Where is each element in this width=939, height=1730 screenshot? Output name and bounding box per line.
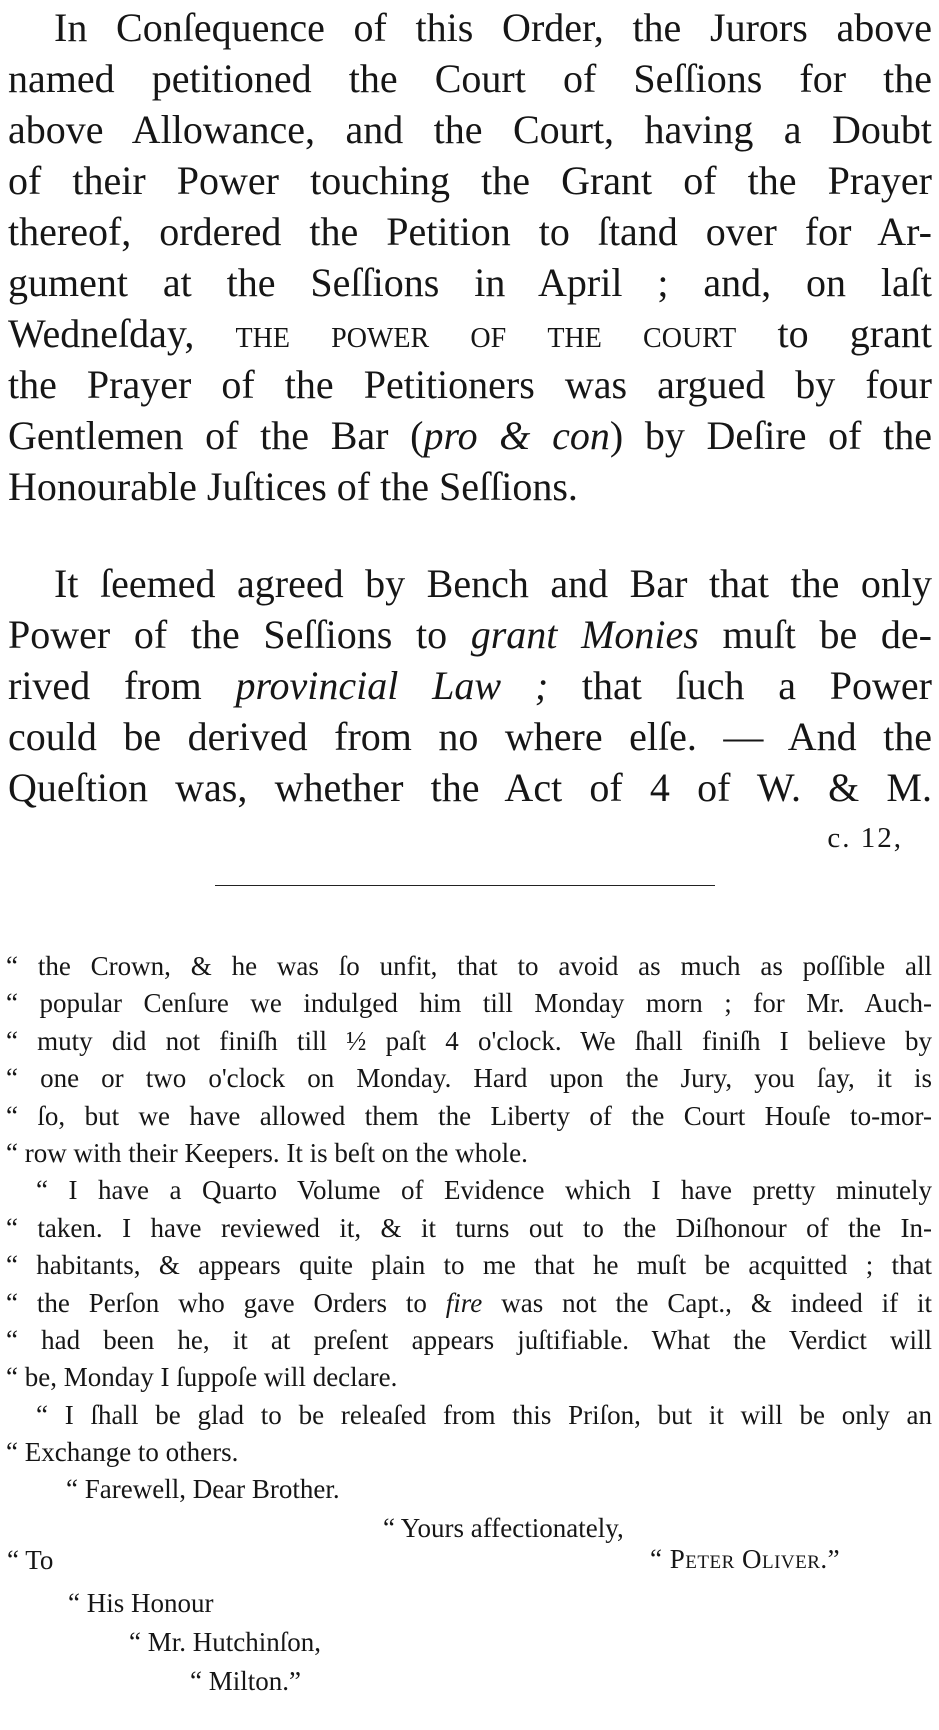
text-line: of their Power touching the Grant of the Prayer (8, 158, 932, 203)
text-line: the Prayer of the Petitioners was argued by four (8, 362, 932, 407)
signature: “ Peter Oliver.” (650, 1544, 841, 1574)
paragraph-1 (8, 2, 932, 512)
text-line (8, 609, 932, 660)
footnote-divider (215, 885, 715, 886)
italic-run: fire (445, 1287, 483, 1318)
italic-run: provincial Law ; (235, 663, 549, 708)
letter-line: “ muty did not finiſh till ½ paſt 4 o'clock. We ſhall finiſh I believe by (6, 1025, 932, 1056)
text-line: Honourable Juſtices of the Seſſions. (8, 464, 578, 509)
letter-line: “ popular Cenſure we indulged him till Monday morn ; for Mr. Auch- (6, 988, 932, 1019)
letter-footnote (6, 948, 932, 1509)
address-line: “ His Honour (68, 1588, 214, 1618)
letter-line: “ row with their Keepers. It is beſt on the whole. (6, 1137, 528, 1168)
text-line (8, 308, 932, 359)
text-run: Gentlemen of the Bar ( (8, 413, 424, 458)
small-caps-run: the power of the court (235, 311, 737, 356)
text-run: was not the Capt., & indeed if it (482, 1287, 933, 1318)
text-run: to grant (736, 311, 932, 356)
letter-line: “ taken. I have reviewed it, & it turns out to the Diſhonour of the In- (6, 1212, 932, 1243)
text-run: that ſuch a Power (548, 663, 932, 708)
letter-line: “ had been he, it at preſent appears juſtifiable. What the Verdict will (6, 1324, 932, 1355)
closing-to: “ To (7, 1545, 54, 1575)
paragraph-2 (8, 558, 932, 813)
italic-run: pro & con (423, 413, 610, 458)
letter-line: “ be, Monday I ſuppoſe will declare. (6, 1362, 398, 1393)
text-run: rived from (8, 663, 236, 708)
text-line (8, 410, 932, 461)
text-run: ) by Deſire of the (609, 413, 933, 458)
text-line (8, 660, 932, 711)
letter-line: “ Farewell, Dear Brother. (66, 1474, 340, 1505)
text-line: above Allowance, and the Court, having a Doubt (8, 107, 932, 152)
letter-line (6, 1285, 932, 1322)
letter-line: “ Exchange to others. (6, 1437, 239, 1468)
text-line: could be derived from no where elſe. — And the (8, 714, 932, 759)
letter-line: “ the Crown, & he was ſo unfit, that to avoid as much as poſſible all (6, 951, 932, 981)
closing-yours: “ Yours affectionately, (383, 1513, 624, 1543)
text-line: gument at the Seſſions in April ; and, on laſt (8, 260, 932, 305)
text-run: Wedneſday, (8, 311, 195, 356)
text-line: Queſtion was, whether the Act of 4 of W. & M. (8, 765, 932, 810)
catchword: c. 12, (827, 822, 903, 854)
text-run: “ the Perſon who gave Orders to (6, 1287, 427, 1318)
letter-line: “ one or two o'clock on Monday. Hard upon the Jury, you ſay, it is (6, 1063, 932, 1094)
text-line: thereof, ordered the Petition to ſtand over for Ar- (8, 209, 932, 254)
text-run: muſt be de- (698, 612, 933, 657)
letter-line: “ I have a Quarto Volume of Evidence which I have pretty minutely (36, 1175, 932, 1206)
letter-line: “ ſo, but we have allowed them the Liberty of the Court Houſe to-mor- (6, 1100, 932, 1131)
text-line: It ſeemed agreed by Bench and Bar that the only (54, 561, 932, 606)
text-line: named petitioned the Court of Seſſions for the (8, 56, 932, 101)
address-line: “ Mr. Hutchinſon, (129, 1627, 321, 1657)
address-line: “ Milton.” (190, 1666, 301, 1696)
text-run: Power of the Seſſions to (8, 612, 471, 657)
italic-run: grant Monies (470, 612, 699, 657)
text-line: In Conſequence of this Order, the Jurors above (54, 5, 932, 50)
letter-line: “ I ſhall be glad to be releaſed from this Priſon, but it will be only an (36, 1399, 932, 1430)
letter-line: “ habitants, & appears quite plain to me that he muſt be acquitted ; that (6, 1250, 932, 1281)
